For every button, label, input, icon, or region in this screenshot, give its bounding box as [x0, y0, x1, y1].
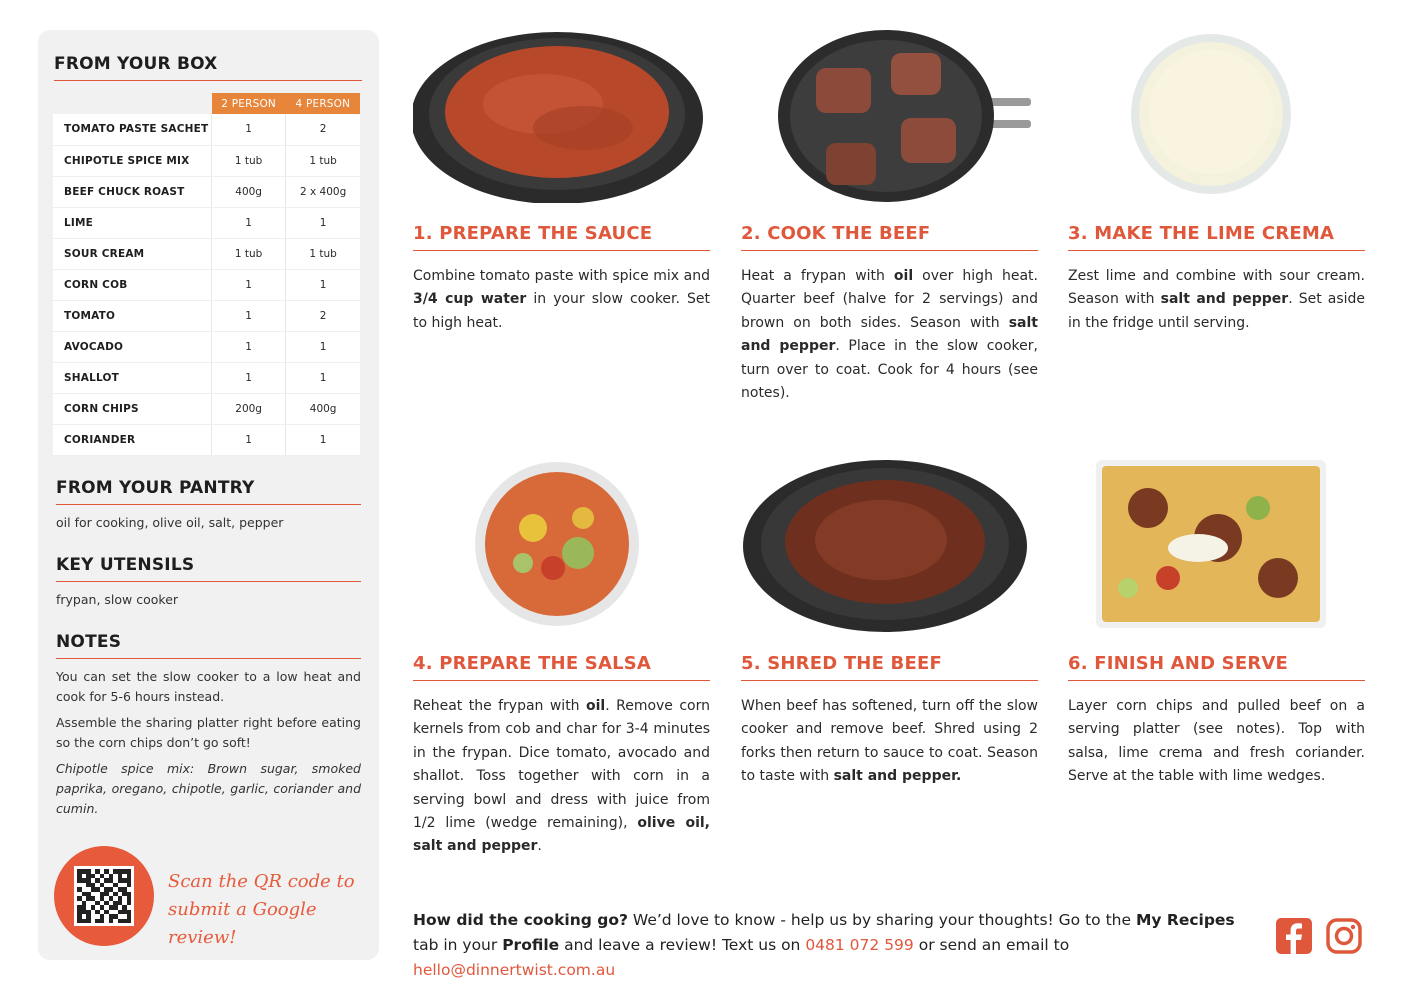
ingredient-name: SOUR CREAM — [53, 238, 212, 269]
qr-code-icon — [74, 866, 134, 926]
table-row — [53, 300, 360, 331]
ingredient-name: BEEF CHUCK ROAST — [53, 176, 212, 207]
ingredient-name: CHIPOTLE SPICE MIX — [53, 145, 212, 176]
qty-2: 200g — [212, 393, 286, 424]
qty-2: 1 — [212, 207, 286, 238]
table-row — [53, 176, 360, 207]
utensils-text: frypan, slow cooker — [56, 591, 179, 607]
ingredient-name: LIME — [53, 207, 212, 238]
step-1-image — [413, 28, 710, 203]
instagram-icon[interactable] — [1326, 918, 1362, 954]
qty-2: 400g — [212, 176, 286, 207]
note-text: You can set the slow cooker to a low heat and cook for 5-6 hours instead. — [56, 668, 361, 704]
step-4-text: Reheat the frypan with oil. Remove corn kernels from cob and char for 3-4 minutes in the frypan. Dice tomato, avocado and shallot. Toss together with corn in a serving bowl and dress with juice from 1/2 lime (wedge remaining), olive oil, salt and pepper. — [413, 698, 710, 855]
table-row — [53, 362, 360, 393]
qty-2: 1 — [212, 300, 286, 331]
qty-2: 1 — [212, 424, 286, 455]
step-3-text: Zest lime and combine with sour cream. Season with salt and pepper. Set aside in the fridge until serving. — [1068, 268, 1366, 331]
qr-badge[interactable] — [54, 846, 154, 946]
phone-link[interactable]: 0481 072 599 — [805, 936, 914, 954]
table-row — [53, 114, 360, 145]
step-3-title: 3. MAKE THE LIME CREMA — [1068, 223, 1365, 251]
qty-4: 1 tub — [286, 238, 360, 269]
qty-4: 1 — [286, 269, 360, 300]
table-row — [53, 145, 360, 176]
qty-2: 1 tub — [212, 238, 286, 269]
col-2-person: 2 PERSON — [212, 93, 286, 114]
qty-4: 1 — [286, 331, 360, 362]
step-4-title: 4. PREPARE THE SALSA — [413, 653, 710, 681]
ingredient-name: CORN COB — [53, 269, 212, 300]
step-2-text: Heat a frypan with oil over high heat. Quarter beef (halve for 2 servings) and brown on both sides. Season with salt and pepper. Place in the slow cooker, turn over to coat. Cook for 4 hours (see notes). — [741, 268, 1038, 402]
ingredient-name: TOMATO — [53, 300, 212, 331]
step-6-title: 6. FINISH AND SERVE — [1068, 653, 1365, 681]
step-2-title: 2. COOK THE BEEF — [741, 223, 1038, 251]
col-4-person: 4 PERSON — [286, 93, 360, 114]
pantry-heading: FROM YOUR PANTRY — [56, 478, 361, 505]
table-row — [53, 393, 360, 424]
note-text: Chipotle spice mix: Brown sugar, smoked paprika, oregano, chipotle, garlic, coriander and cumin. — [56, 760, 361, 816]
step-2-image — [741, 28, 1038, 203]
qty-4: 1 — [286, 424, 360, 455]
review-footer: How did the cooking go? We’d love to know - help us by sharing your thoughts! Go to the My Recipes tab in your Profile and leave a review! Text us on 0481 072 599 or send an email to hello@dinnertwist.com.au — [413, 911, 1235, 979]
step-6-text: Layer corn chips and pulled beef on a serving platter (see notes). Top with salsa, lime crema and fresh coriander. Serve at the table with lime wedges. — [1068, 698, 1365, 785]
qr-caption: Scan the QR code to submit a Google review! — [168, 871, 355, 948]
ingredient-name: CORN CHIPS — [53, 393, 212, 424]
qty-4: 400g — [286, 393, 360, 424]
table-row — [53, 269, 360, 300]
qty-4: 2 — [286, 114, 360, 145]
qty-2: 1 — [212, 269, 286, 300]
email-link[interactable]: hello@dinnertwist.com.au — [413, 961, 616, 979]
step-4-image — [413, 458, 710, 633]
pantry-text: oil for cooking, olive oil, salt, pepper — [56, 514, 284, 530]
step-2 — [741, 28, 1038, 405]
step-1-text: Combine tomato paste with spice mix and 3/4 cup water in your slow cooker. Set to high heat. — [413, 268, 711, 331]
qty-2: 1 — [212, 114, 286, 145]
step-5 — [741, 458, 1038, 789]
table-row — [53, 238, 360, 269]
qty-4: 2 — [286, 300, 360, 331]
step-1 — [413, 28, 710, 335]
qty-4: 2 x 400g — [286, 176, 360, 207]
ingredients-table — [53, 93, 360, 456]
table-row — [53, 207, 360, 238]
table-row — [53, 331, 360, 362]
utensils-heading: KEY UTENSILS — [56, 555, 361, 582]
step-6-image — [1068, 458, 1365, 633]
step-5-title: 5. SHRED THE BEEF — [741, 653, 1038, 681]
step-6 — [1068, 458, 1365, 789]
qty-4: 1 — [286, 362, 360, 393]
step-3 — [1068, 28, 1365, 335]
ingredient-name: CORIANDER — [53, 424, 212, 455]
step-4 — [413, 458, 710, 859]
qty-2: 1 — [212, 362, 286, 393]
ingredient-name: AVOCADO — [53, 331, 212, 362]
step-1-title: 1. PREPARE THE SAUCE — [413, 223, 710, 251]
table-row — [53, 424, 360, 455]
qty-4: 1 tub — [286, 145, 360, 176]
box-heading: FROM YOUR BOX — [54, 54, 362, 81]
step-3-image — [1068, 28, 1365, 203]
qty-4: 1 — [286, 207, 360, 238]
ingredients-sidebar — [38, 30, 379, 960]
facebook-icon[interactable] — [1276, 918, 1312, 954]
note-text: Assemble the sharing platter right before eating so the corn chips don’t go soft! — [56, 714, 361, 750]
qty-2: 1 tub — [212, 145, 286, 176]
ingredient-name: SHALLOT — [53, 362, 212, 393]
notes-heading: NOTES — [56, 632, 361, 659]
ingredient-name: TOMATO PASTE SACHET — [53, 114, 212, 145]
qty-2: 1 — [212, 331, 286, 362]
step-5-text: When beef has softened, turn off the slow cooker and remove beef. Shred using 2 forks then return to sauce to coat. Season to taste with salt and pepper. — [741, 698, 1038, 785]
step-5-image — [741, 458, 1038, 633]
